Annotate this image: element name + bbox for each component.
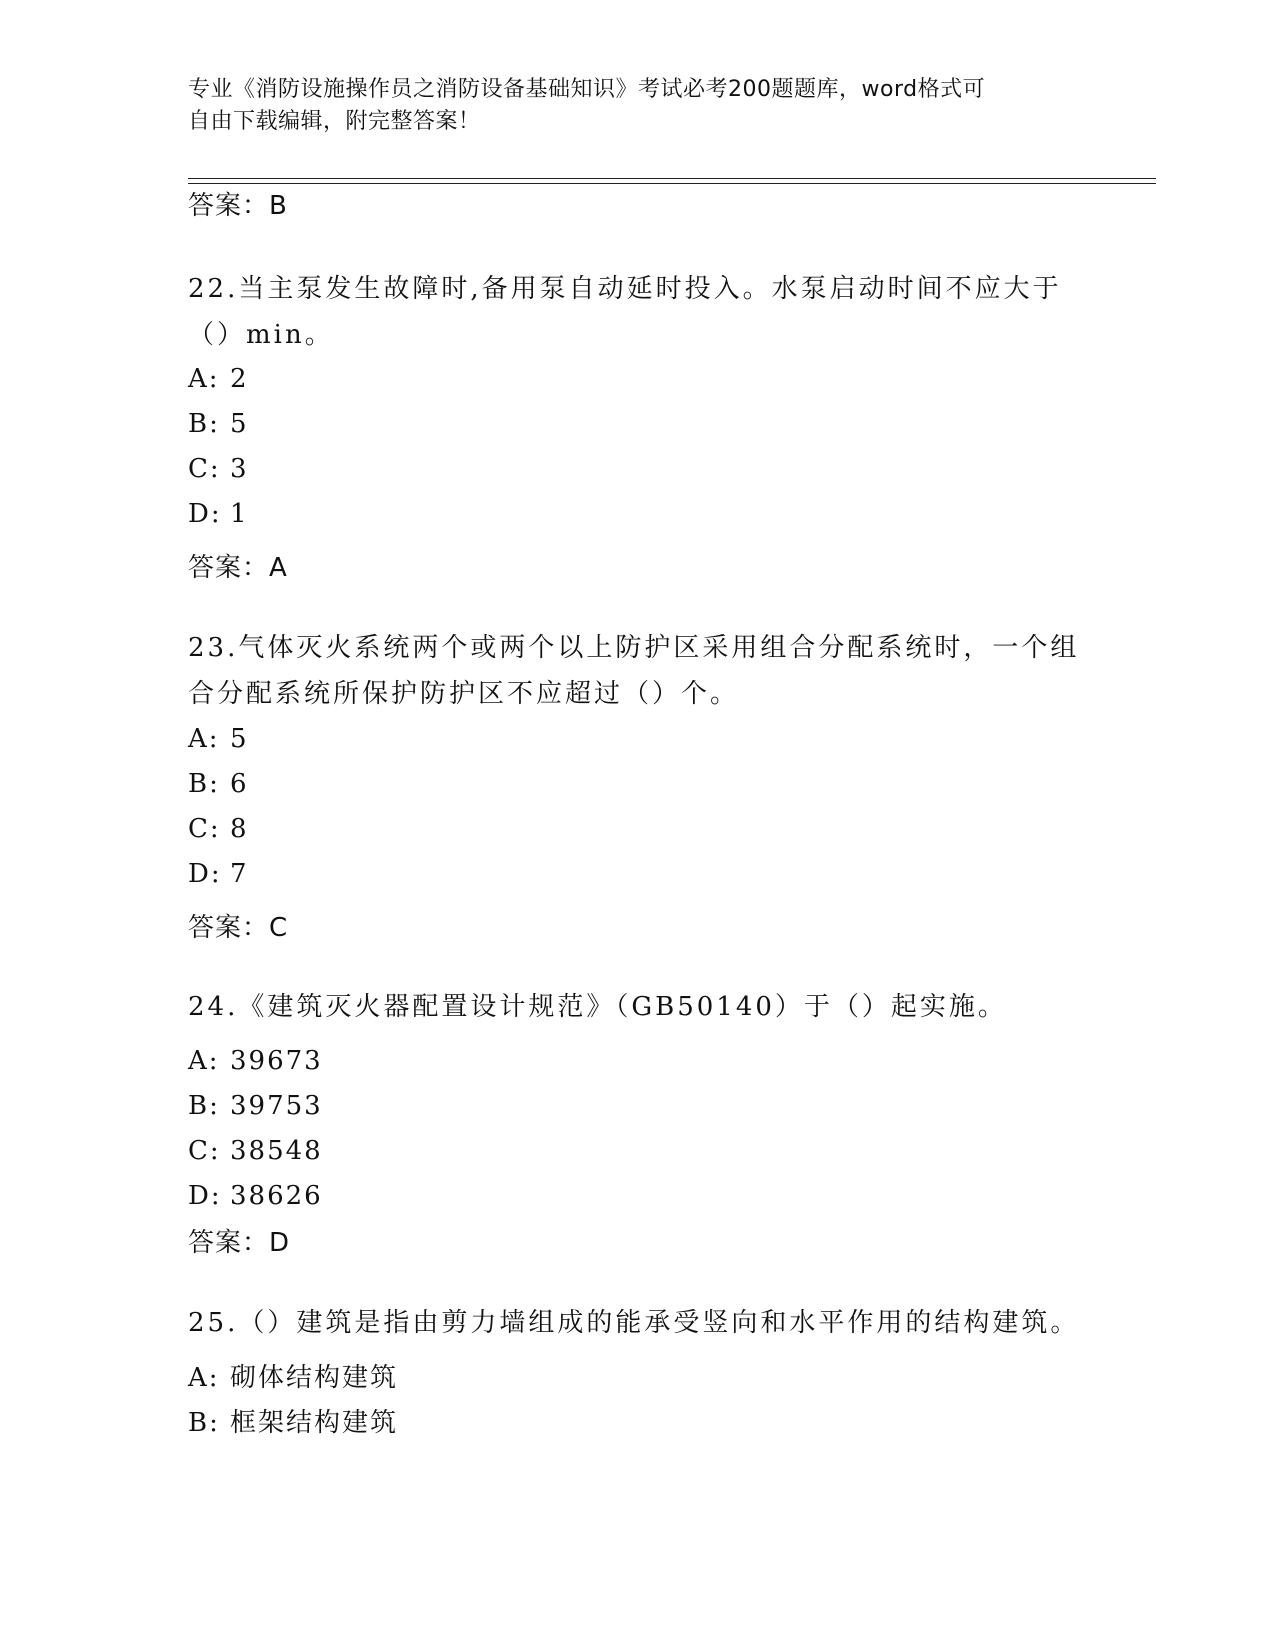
- option-label: A:: [188, 724, 220, 754]
- option-label: B:: [188, 769, 220, 799]
- option-d: [188, 498, 249, 530]
- header-rule-bottom: [188, 183, 1156, 184]
- option-text: 3: [230, 454, 249, 484]
- question-22: [188, 266, 1088, 358]
- question-text-line: 23.气体灭火系统两个或两个以上防护区采用组合分配系统时，一个组: [188, 633, 1080, 663]
- option-label: C:: [188, 814, 221, 844]
- option-a: [188, 363, 249, 395]
- option-d: [188, 858, 249, 890]
- question-text-line: 22.当主泵发生故障时,备用泵自动延时投入。水泵启动时间不应大于: [188, 274, 1062, 304]
- option-c: [188, 1135, 323, 1167]
- option-text: 38548: [230, 1136, 323, 1166]
- option-label: C:: [188, 454, 221, 484]
- answer-line: 答案：C: [188, 913, 289, 943]
- question-text-line: 24.《建筑灭火器配置设计规范》（GB50140）于（）起实施。: [188, 992, 1007, 1022]
- option-text: 6: [230, 769, 249, 799]
- option-d: [188, 1180, 323, 1212]
- option-text: 8: [230, 814, 249, 844]
- option-text: 39753: [230, 1091, 323, 1121]
- option-b: [188, 768, 249, 800]
- question-23: [188, 625, 1088, 717]
- header-line-1: 专业《消防设施操作员之消防设备基础知识》考试必考200题题库，word格式可: [188, 77, 986, 102]
- option-label: B:: [188, 409, 220, 439]
- header-rule-top: [188, 178, 1156, 179]
- option-b: [188, 408, 249, 440]
- option-label: A:: [188, 1363, 220, 1393]
- answer-line: 答案：B: [188, 191, 288, 221]
- option-b: [188, 1407, 398, 1439]
- answer-line: 答案：D: [188, 1228, 291, 1258]
- option-text: 38626: [230, 1181, 323, 1211]
- option-label: A:: [188, 364, 220, 394]
- option-label: C:: [188, 1136, 221, 1166]
- question-24: [188, 984, 1088, 1030]
- option-text: 39673: [230, 1046, 323, 1076]
- option-a: [188, 1045, 323, 1077]
- option-label: D:: [188, 1181, 222, 1211]
- option-text: 7: [230, 859, 249, 889]
- question-25: [188, 1300, 1088, 1346]
- option-label: B:: [188, 1091, 220, 1121]
- option-a: [188, 1362, 398, 1394]
- question-text-line: 合分配系统所保护防护区不应超过（）个。: [188, 679, 740, 709]
- option-label: D:: [188, 499, 222, 529]
- question-text-line: （）min。: [188, 320, 334, 350]
- option-text: 1: [230, 499, 249, 529]
- answer-line: 答案：A: [188, 553, 288, 583]
- option-text: 砌体结构建筑: [230, 1363, 399, 1393]
- option-c: [188, 453, 249, 485]
- question-text-line: 25.（）建筑是指由剪力墙组成的能承受竖向和水平作用的结构建筑。: [188, 1308, 1080, 1338]
- option-c: [188, 813, 249, 845]
- option-text: 2: [230, 364, 249, 394]
- option-label: B:: [188, 1408, 220, 1438]
- option-text: 5: [230, 409, 249, 439]
- document-header: [188, 74, 1068, 138]
- option-label: D:: [188, 859, 222, 889]
- option-text: 5: [230, 724, 249, 754]
- option-label: A:: [188, 1046, 220, 1076]
- option-a: [188, 723, 249, 755]
- option-b: [188, 1090, 323, 1122]
- option-text: 框架结构建筑: [230, 1408, 399, 1438]
- header-line-2: 自由下载编辑，附完整答案！: [188, 109, 481, 134]
